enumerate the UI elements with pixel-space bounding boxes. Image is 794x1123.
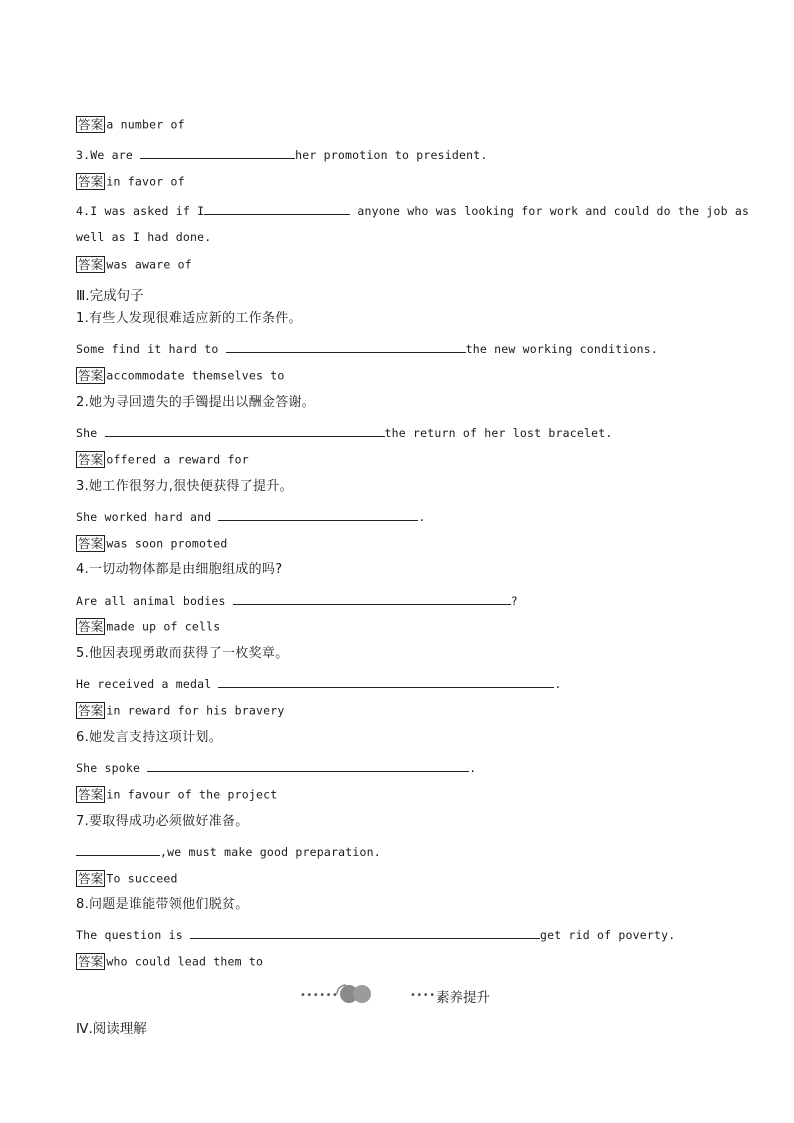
answer-label: 答案 bbox=[78, 117, 104, 132]
question-chinese: 7.要取得成功必须做好准备。 bbox=[76, 814, 249, 829]
question-line bbox=[76, 759, 476, 775]
answer-text: was soon promoted bbox=[106, 536, 228, 551]
question-prefix: He received a medal bbox=[76, 677, 219, 691]
answer-line bbox=[76, 786, 277, 803]
answer-line bbox=[76, 116, 185, 133]
section-title: Ⅲ.完成句子 bbox=[76, 288, 144, 304]
answer-line bbox=[76, 702, 285, 719]
question-line bbox=[76, 424, 612, 440]
question-suffix: her promotion to president. bbox=[295, 148, 488, 162]
banner-title: 素养提升 bbox=[436, 990, 490, 1006]
answer-text: who could lead them to bbox=[106, 954, 264, 969]
question-line bbox=[76, 843, 381, 859]
question-suffix: ,we must make good preparation. bbox=[160, 845, 381, 859]
question-chinese: 3.她工作很努力,很快便获得了提升。 bbox=[76, 479, 293, 494]
answer-line bbox=[76, 451, 249, 468]
question-suffix: . bbox=[418, 510, 426, 524]
question-chinese: 2.她为寻回遗失的手镯提出以酬金答谢。 bbox=[76, 395, 316, 410]
answer-text: accommodate themselves to bbox=[106, 368, 285, 383]
answer-blank[interactable] bbox=[233, 592, 511, 605]
section-title: Ⅳ.阅读理解 bbox=[76, 1021, 147, 1037]
answer-label: 答案 bbox=[78, 619, 104, 634]
question-prefix: 4.I was asked if I bbox=[76, 204, 205, 218]
answer-blank[interactable] bbox=[76, 843, 160, 856]
answer-label: 答案 bbox=[78, 536, 104, 551]
question-prefix: She bbox=[76, 426, 105, 440]
answer-line bbox=[76, 953, 263, 970]
question-continuation: well as I had done. bbox=[76, 230, 212, 244]
question-chinese: 1.有些人发现很难适应新的工作条件。 bbox=[76, 311, 302, 326]
question-chinese: 8.问题是谁能带领他们脱贫。 bbox=[76, 897, 249, 912]
answer-label: 答案 bbox=[78, 452, 104, 467]
answer-label: 答案 bbox=[78, 257, 104, 272]
banner-dots-right: •••• bbox=[410, 990, 436, 1001]
question-suffix: get rid of poverty. bbox=[539, 928, 676, 942]
answer-blank[interactable] bbox=[226, 340, 466, 353]
answer-blank[interactable] bbox=[218, 508, 418, 521]
question-line bbox=[76, 926, 675, 942]
answer-label: 答案 bbox=[78, 703, 104, 718]
answer-text: in favour of the project bbox=[106, 787, 278, 802]
question-suffix: ? bbox=[510, 594, 518, 608]
answer-text: in favor of bbox=[106, 174, 185, 189]
question-suffix: anyone who was looking for work and could do the job as bbox=[350, 204, 750, 218]
answer-label: 答案 bbox=[78, 954, 104, 969]
question-suffix: the new working conditions. bbox=[465, 342, 658, 356]
answer-line bbox=[76, 256, 192, 273]
answer-text: in reward for his bravery bbox=[106, 703, 285, 718]
question-chinese: 6.她发言支持这项计划。 bbox=[76, 730, 223, 745]
answer-line bbox=[76, 870, 178, 887]
question-prefix: She worked hard and bbox=[76, 510, 219, 524]
question-line bbox=[76, 508, 426, 524]
banner-badge-icon bbox=[334, 983, 376, 1005]
answer-label: 答案 bbox=[78, 871, 104, 886]
answer-line bbox=[76, 618, 220, 635]
answer-label: 答案 bbox=[78, 787, 104, 802]
answer-blank[interactable] bbox=[190, 926, 540, 939]
banner-dots-left: •••••• bbox=[300, 990, 339, 1001]
section-banner bbox=[296, 982, 506, 1006]
question-line bbox=[76, 592, 518, 608]
question-chinese: 5.他因表现勇敢而获得了一枚奖章。 bbox=[76, 646, 289, 661]
answer-text: a number of bbox=[106, 117, 185, 132]
answer-label: 答案 bbox=[78, 174, 104, 189]
question-line bbox=[76, 340, 658, 356]
answer-line bbox=[76, 173, 185, 190]
answer-line bbox=[76, 535, 228, 552]
question-suffix: . bbox=[469, 761, 477, 775]
answer-text: was aware of bbox=[106, 257, 192, 272]
answer-line bbox=[76, 367, 285, 384]
question-prefix: Are all animal bodies bbox=[76, 594, 233, 608]
question-prefix: 3.We are bbox=[76, 148, 141, 162]
answer-blank[interactable] bbox=[218, 675, 554, 688]
question-prefix: Some find it hard to bbox=[76, 342, 226, 356]
answer-blank[interactable] bbox=[204, 202, 350, 215]
question-line bbox=[76, 675, 562, 691]
question-suffix: the return of her lost bracelet. bbox=[384, 426, 613, 440]
question-suffix: . bbox=[554, 677, 562, 691]
answer-text: To succeed bbox=[106, 871, 178, 886]
answer-text: offered a reward for bbox=[106, 452, 249, 467]
question-line bbox=[76, 202, 749, 218]
answer-blank[interactable] bbox=[140, 146, 295, 159]
answer-blank[interactable] bbox=[105, 424, 385, 437]
answer-blank[interactable] bbox=[147, 759, 469, 772]
answer-label: 答案 bbox=[78, 368, 104, 383]
question-prefix: She spoke bbox=[76, 761, 148, 775]
answer-text: made up of cells bbox=[106, 619, 221, 634]
question-line bbox=[76, 146, 487, 162]
question-prefix: The question is bbox=[76, 928, 190, 942]
question-chinese: 4.一切动物体都是由细胞组成的吗? bbox=[76, 562, 283, 577]
